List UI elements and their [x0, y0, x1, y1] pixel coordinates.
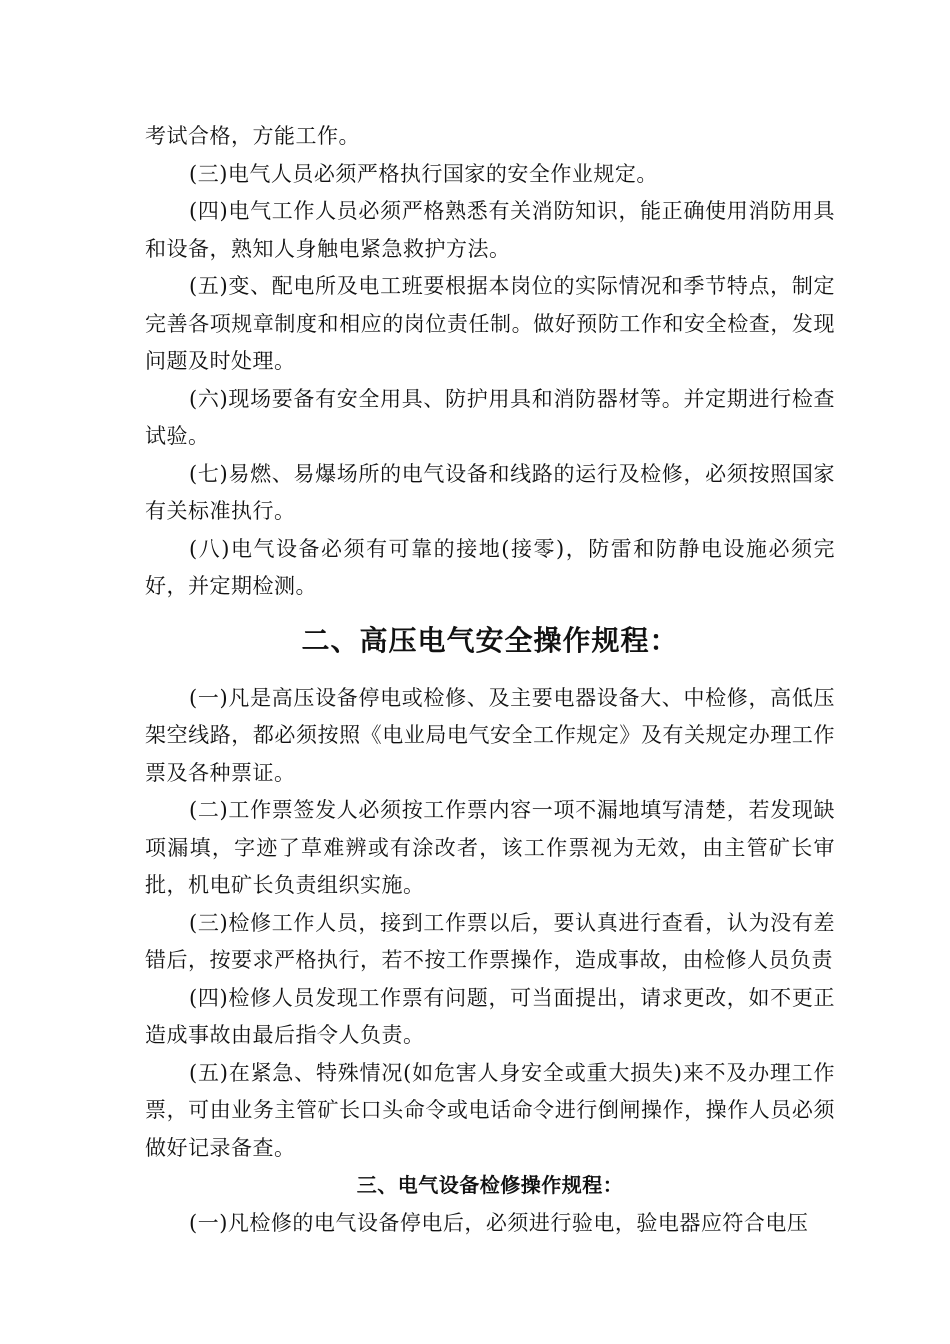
paragraph-hv-item-1: (一)凡是高压设备停电或检修、及主要电器设备大、中检修，高低压架空线路，都必须按照《电业局电气安全工作规定》及有关规定办理工作票及各种票证。: [145, 685, 835, 785]
paragraph-item-4: (四)电气工作人员必须严格熟悉有关消防知识，能正确使用消防用具和设备，熟知人身触电紧急救护方法。: [145, 199, 835, 261]
paragraph-item-3: (三)电气人员必须严格执行国家的安全作业规定。: [189, 161, 658, 186]
section-heading-high-voltage: 二、高压电气安全操作规程：: [301, 623, 679, 657]
paragraph-hv-item-5: (五)在紧急、特殊情况(如危害人身安全或重大损失)来不及办理工作票，可由业务主管矿长口头命令或电话命令进行倒闸操作，操作人员必须做好记录备查。: [145, 1060, 835, 1160]
paragraph-maint-item-1: (一)凡检修的电气设备停电后，必须进行验电，验电器应符合电压: [189, 1210, 809, 1235]
paragraph-hv-item-3: (三)检修工作人员，接到工作票以后，要认真进行查看，认为没有差错后，按要求严格执行，若不按工作票操作，造成事故，由检修人员负责: [145, 910, 835, 972]
document-body: [145, 118, 835, 1242]
paragraph-continuation: 考试合格，方能工作。: [145, 124, 360, 148]
paragraph-item-7: (七)易燃、易爆场所的电气设备和线路的运行及检修，必须按照国家有关标准执行。: [145, 461, 835, 523]
section-heading-maintenance: 三、电气设备检修操作规程：: [356, 1173, 624, 1197]
paragraph-item-6: (六)现场要备有安全用具、防护用具和消防器材等。并定期进行检查试验。: [145, 386, 835, 448]
paragraph-hv-item-4: (四)检修人员发现工作票有问题，可当面提出，请求更改，如不更正造成事故由最后指令人负责。: [145, 985, 835, 1047]
paragraph-item-8: (八)电气设备必须有可靠的接地(接零)，防雷和防静电设施必须完好，并定期检测。: [145, 536, 835, 598]
paragraph-hv-item-2: (二)工作票签发人必须按工作票内容一项不漏地填写清楚，若发现缺项漏填，字迹了草难辨或有涂改者，该工作票视为无效，由主管矿长审批，机电矿长负责组织实施。: [145, 798, 835, 897]
paragraph-item-5: (五)变、配电所及电工班要根据本岗位的实际情况和季节特点，制定完善各项规章制度和相应的岗位责任制。做好预防工作和安全检查，发现问题及时处理。: [145, 274, 835, 373]
